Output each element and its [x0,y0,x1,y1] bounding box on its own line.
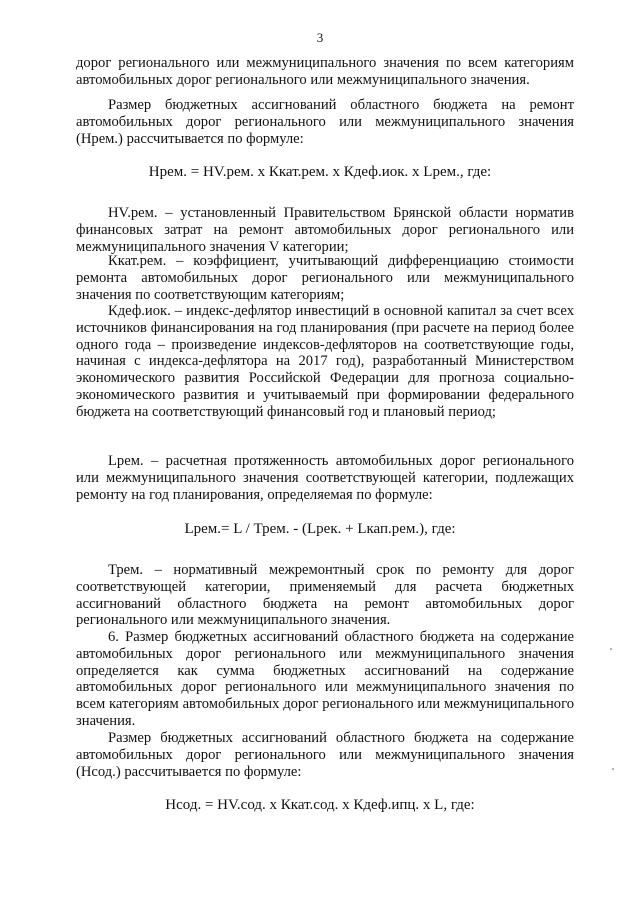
definition-t-rem-text: Трем. – нормативный межремонтный срок по ремонту для дорог соответствующей категории, применяемый для расчета бюджетных ассигнований областного бюджета на ремонт автомобильных дорог регионального или межмуниципального значения. [76,562,574,629]
item-6-paragraph [76,629,574,730]
scan-speck [610,648,612,650]
intro-text: дорог регионального или межмуниципального значения по всем категориям автомобильных дорог регионального или межмуниципального значения. [76,55,574,88]
definition-hv-rem [76,205,574,255]
maintenance-size-paragraph [76,730,574,780]
repair-size-text: Размер бюджетных ассигнований областного бюджета на ремонт автомобильных дорог регионального или межмуниципального значения (Нрем.) рассчитывается по формуле: [76,97,574,147]
formula-repair: Нрем. = НV.рем. х Ккат.рем. х Кдеф.иок. х Lрем., где: [148,164,492,180]
definition-kdef [76,303,574,421]
formula-length: Lрем.= L / Трем. - (Lрек. + Lкап.рем.), где: [184,521,456,537]
maintenance-size-text: Размер бюджетных ассигнований областного бюджета на содержание автомобильных дорог регионального или межмуниципального значения (Нсод.) рассчитывается по формуле: [76,730,574,780]
definition-l-rem-text: Lрем. – расчетная протяженность автомобильных дорог регионального или межмуниципального значения соответствующей категории, подлежащих ремонту на год планирования, определяемая по формуле: [76,453,574,503]
definition-kkat-rem-text: Ккат.рем. – коэффициент, учитывающий дифференциацию стоимости ремонта автомобильных дорог регионального или межмуниципального значения по соответствующим категориям; [76,253,574,303]
scan-speck [612,768,614,770]
item-6-text: 6. Размер бюджетных ассигнований областного бюджета на содержание автомобильных дорог регионального или межмуниципального значения определяется как сумма бюджетных ассигнований на содержание автомобильных дорог регионального или межмуниципального значения по всем категориям автомобильных дорог регионального или межмуниципального значения. [76,629,574,729]
definition-kdef-text: Кдеф.иок. – индекс-дефлятор инвестиций в основной капитал за счет всех источников финансирования на год планирования (при расчете на период более одного года – произведение индексов-дефляторов на соответствующие годы, начиная с индекса-дефлятора на 2017 год), разработанный Министерством экономического развития Российской Федерации для прогноза социально-экономического развития и учитываемый при формировании федерального бюджета на соответствующий финансовый год и плановый период; [76,303,574,420]
page-number: 3 [316,30,324,45]
repair-size-paragraph [76,97,574,147]
formula-maintenance: Нсод. = НV.сод. х Ккат.сод. х Кдеф.ипц. х L, где: [165,797,475,813]
definition-l-rem [76,453,574,503]
definition-hv-rem-text: НV.рем. – установленный Правительством Брянской области норматив финансовых затрат на ремонт автомобильных дорог регионального или межмуниципального значения V категории; [76,205,574,255]
definition-t-rem [76,562,574,629]
intro-paragraph [76,55,574,89]
definition-kkat-rem [76,253,574,303]
